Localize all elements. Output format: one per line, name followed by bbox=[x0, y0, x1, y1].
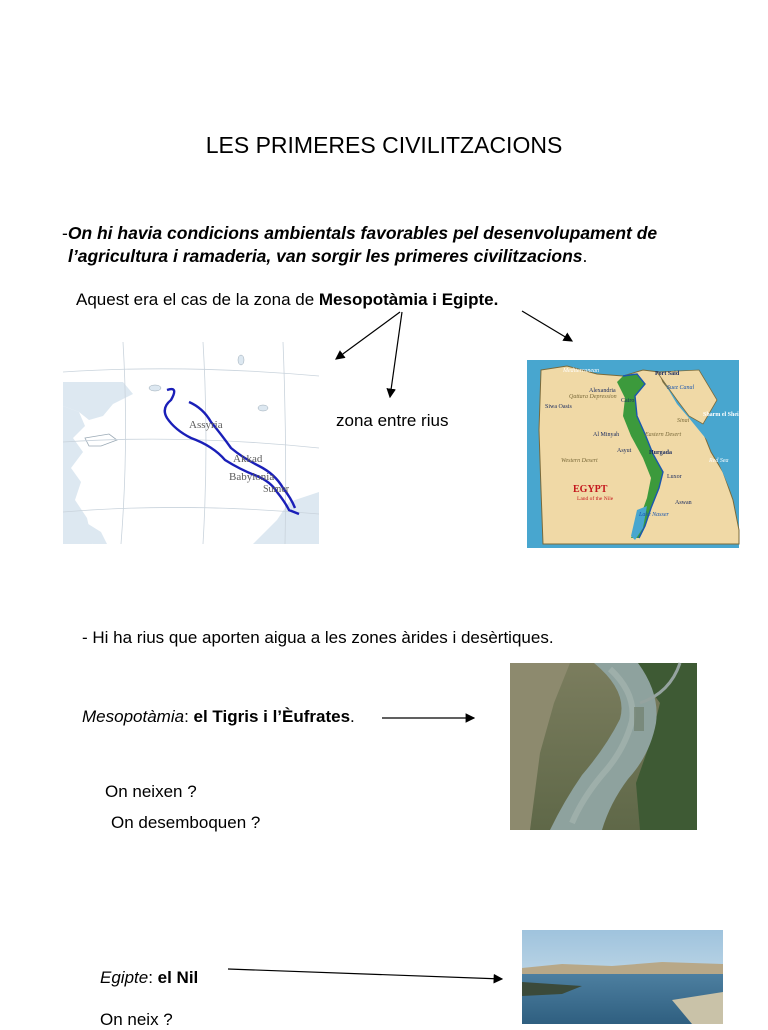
case-prefix: Aquest era el cas de la zona de bbox=[76, 290, 319, 309]
egypt-label-suez: Suez Canal bbox=[667, 385, 695, 391]
egypt-label-alexandria: Alexandria bbox=[589, 388, 616, 394]
zona-label: zona entre rius bbox=[336, 411, 449, 430]
question-on-neixen: On neixen ? bbox=[105, 782, 197, 801]
egypt-map bbox=[527, 360, 746, 548]
intro-line-2: l’agricultura i ramaderia, van sorgir les primeres civilitzacions bbox=[68, 246, 583, 266]
egypt-river-line bbox=[100, 968, 198, 988]
egypt-name: Egipte bbox=[100, 968, 149, 987]
egypt-label-luxor: Luxor bbox=[667, 474, 682, 480]
egypt-label-aswan: Aswan bbox=[675, 500, 692, 506]
egypt-label-lake-nasser: Lake Nasser bbox=[639, 512, 669, 518]
arrow-to-egypt bbox=[522, 311, 572, 341]
arrow-to-river-photo bbox=[380, 710, 480, 726]
case-bold: Mesopotàmia i Egipte. bbox=[318, 290, 499, 309]
egypt-label-hurgada: Hurgada bbox=[649, 450, 673, 456]
egypt-label-western-desert: Western Desert bbox=[561, 458, 598, 464]
rivers-sentence: - Hi ha rius que aporten aigua a les zones àrides i desèrtiques. bbox=[82, 628, 554, 647]
arrow-to-zona bbox=[390, 312, 402, 397]
question-on-neix: On neix ? bbox=[100, 1010, 173, 1029]
egypt-map-title: EGYPT bbox=[573, 484, 608, 495]
intro-line-1: On hi havia condicions ambientals favorables pel desenvolupament de bbox=[67, 223, 658, 243]
egypt-label-al-minyah: Al Minyah bbox=[593, 432, 620, 438]
intro-dash: - bbox=[62, 223, 68, 243]
egypt-sep: : bbox=[148, 968, 158, 987]
egypt-label-qattara: Qattara Depression bbox=[569, 394, 617, 400]
meso-rivers: el Tigris i l’Èufrates bbox=[193, 707, 351, 726]
egypt-label-port-said: Port Said bbox=[655, 371, 680, 377]
tigris-euphrates-photo bbox=[510, 663, 697, 830]
egypt-label-sinai: Sinai bbox=[677, 418, 690, 424]
mesopotamia-map bbox=[63, 342, 319, 544]
egypt-label-sharm: Sharm el Sheikh bbox=[703, 412, 746, 418]
arrow-to-mesopotamia bbox=[336, 312, 400, 359]
intro-end: . bbox=[582, 246, 588, 266]
arrow-to-nile-photo bbox=[226, 966, 508, 986]
egypt-label-cairo: Cairo bbox=[621, 398, 635, 404]
nile-photo bbox=[522, 930, 723, 1024]
egypt-river: el Nil bbox=[157, 968, 199, 987]
page-title: LES PRIMERES CIVILITZACIONS bbox=[205, 132, 563, 158]
meso-sep: : bbox=[184, 707, 194, 726]
question-on-desemboquen: On desemboquen ? bbox=[111, 813, 261, 832]
egypt-map-subtitle: Land of the Nile bbox=[577, 496, 614, 502]
map-label-babylonia: Babylonia bbox=[229, 471, 275, 483]
egypt-label-asyut: Asyut bbox=[617, 448, 632, 454]
meso-end: . bbox=[350, 707, 355, 726]
egypt-label-eastern-desert: Eastern Desert bbox=[645, 432, 682, 438]
egypt-label-red-sea: Red Sea bbox=[709, 458, 729, 464]
map-label-sumer: Sumer bbox=[263, 484, 290, 495]
map-label-akkad: Akkad bbox=[233, 453, 263, 465]
egypt-label-siwa: Siwa Oasis bbox=[545, 404, 572, 410]
meso-name: Mesopotàmia bbox=[82, 707, 185, 726]
meso-rivers-line bbox=[82, 707, 355, 727]
map-label-assyria: Assyria bbox=[189, 419, 223, 431]
egypt-label-mediterranean: Mediterranean bbox=[563, 368, 599, 374]
